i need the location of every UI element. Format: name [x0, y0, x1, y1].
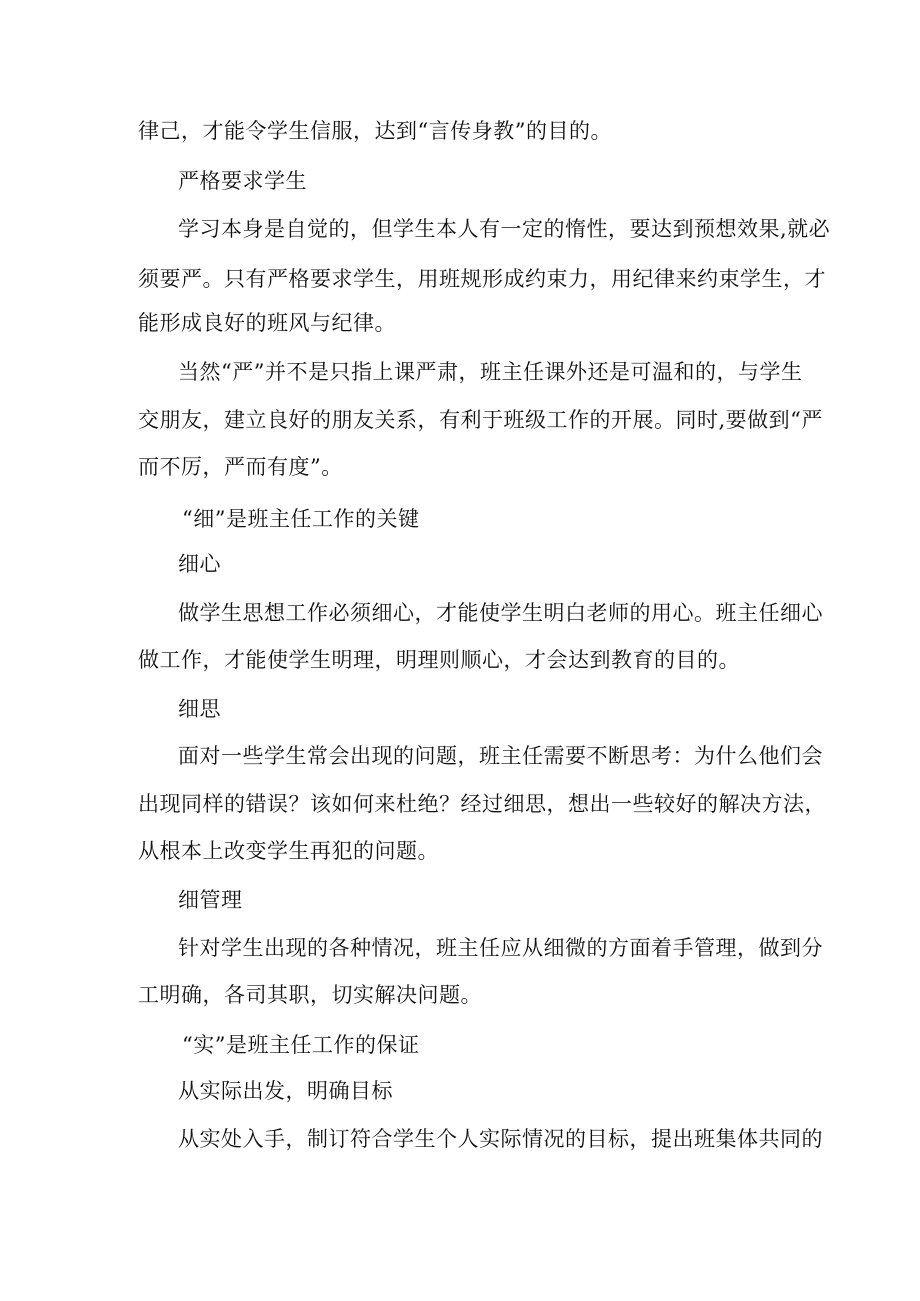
body-text-line: 交朋友，建立良好的朋友关系，有利于班级工作的开展。同时,要做到“严	[138, 408, 823, 432]
body-text-line: 从根本上改变学生再犯的问题。	[138, 839, 439, 863]
body-text-line: 能形成良好的班风与纪律。	[138, 311, 396, 335]
body-text-line: 面对一些学生常会出现的问题，班主任需要不断思考：为什么他们会	[178, 744, 823, 768]
section-heading: “细”是班主任工作的关键	[182, 507, 420, 531]
body-text-line: 学习本身是自觉的，但学生本人有一定的惰性，要达到预想效果,就必	[178, 217, 831, 241]
body-text-line: 做工作，才能使学生明理，明理则顺心，才会达到教育的目的。	[138, 648, 740, 672]
body-text-line: 当然“严”并不是只指上课严肃，班主任课外还是可温和的，与学生	[178, 360, 803, 384]
body-text-line: 须要严。只有严格要求学生，用班规形成约束力，用纪律来约束学生，才	[138, 267, 826, 291]
body-text-line: 从实处入手，制订符合学生个人实际情况的目标，提出班集体共同的	[178, 1127, 823, 1151]
body-text-line: 工明确，各司其职，切实解决问题。	[138, 983, 482, 1007]
body-text-line: 出现同样的错误？该如何来杜绝？经过细思，想出一些较好的解决方法，	[138, 792, 826, 816]
body-text-line: 律己，才能令学生信服，达到“言传身教”的目的。	[138, 119, 612, 143]
subsection-heading: 细心	[178, 552, 221, 576]
body-text-line: 针对学生出现的各种情况，班主任应从细微的方面着手管理，做到分	[178, 936, 823, 960]
subsection-heading: 细思	[178, 697, 221, 721]
subsection-heading: 从实际出发，明确目标	[178, 1079, 393, 1103]
section-heading: 严格要求学生	[178, 169, 307, 193]
subsection-heading: 细管理	[178, 888, 243, 912]
section-heading: “实”是班主任工作的保证	[182, 1033, 420, 1057]
body-text-line: 做学生思想工作必须细心，才能使学生明白老师的用心。班主任细心	[178, 601, 823, 625]
body-text-line: 而不厉，严而有度”。	[138, 455, 343, 479]
